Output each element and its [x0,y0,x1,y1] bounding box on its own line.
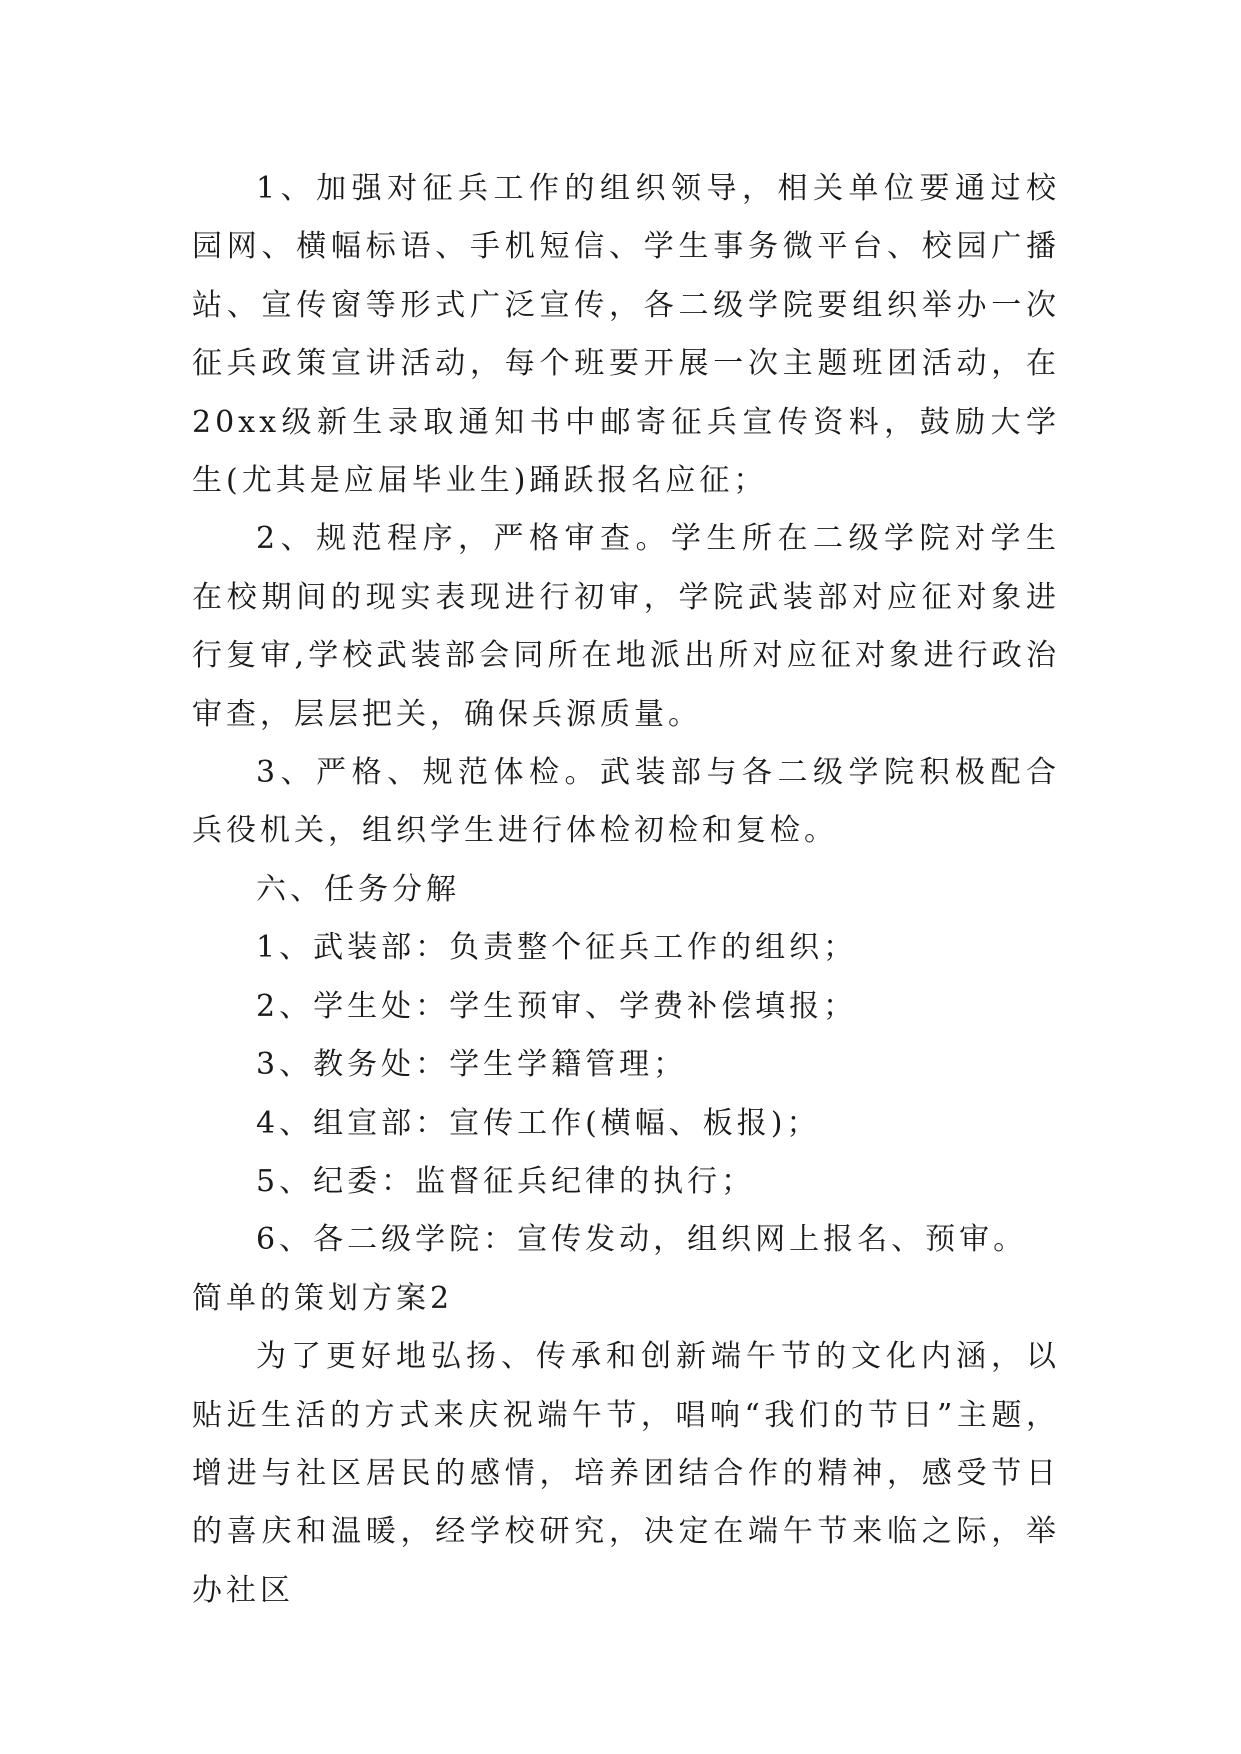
paragraph-publicity: 1、加强对征兵工作的组织领导，相关单位要通过校园网、横幅标语、手机短信、学生事务微平台、校园广播站、宣传窗等形式广泛宣传，各二级学院要组织举办一次征兵政策宣讲活动，每个班要开展一次主题班团活动，在20xx级新生录取通知书中邮寄征兵宣传资料，鼓励大学生(尤其是应届毕业生)踊跃报名应征； [192,171,1060,499]
section-heading-task-breakdown: 六、任务分解 [256,871,460,907]
task-item: 5、纪委：监督征兵纪律的执行； [256,1163,756,1199]
task-item: 2、学生处：学生预审、学费补偿填报； [256,988,858,1024]
document-body [192,160,1060,1620]
paragraph-dragon-boat-intro: 为了更好地弘扬、传承和创新端午节的文化内涵，以贴近生活的方式来庆祝端午节，唱响“我们的节日”主题，增进与社区居民的感情，培养团结合作的精神，感受节日的喜庆和温暖，经学校研究，决定在端午节来临之际，举办社区 [192,1339,1060,1608]
task-item: 3、教务处：学生学籍管理； [256,1047,688,1083]
task-item: 1、武装部：负责整个征兵工作的组织； [256,930,858,966]
paragraph-physical-exam: 3、严格、规范体检。武装部与各二级学院积极配合兵役机关，组织学生进行体检初检和复检。 [192,755,1060,849]
section-title: 简单的策划方案2 [192,1280,454,1316]
task-item: 6、各二级学院：宣传发动，组织网上报名、预审。 [256,1222,1028,1258]
paragraph-review: 2、规范程序，严格审查。学生所在二级学院对学生在校期间的现实表现进行初审，学院武装部对应征对象进行复审,学校武装部会同所在地派出所对应征对象进行政治审查，层层把关，确保兵源质量。 [192,521,1060,732]
task-item: 4、组宣部：宣传工作(横幅、板报)； [256,1105,821,1141]
